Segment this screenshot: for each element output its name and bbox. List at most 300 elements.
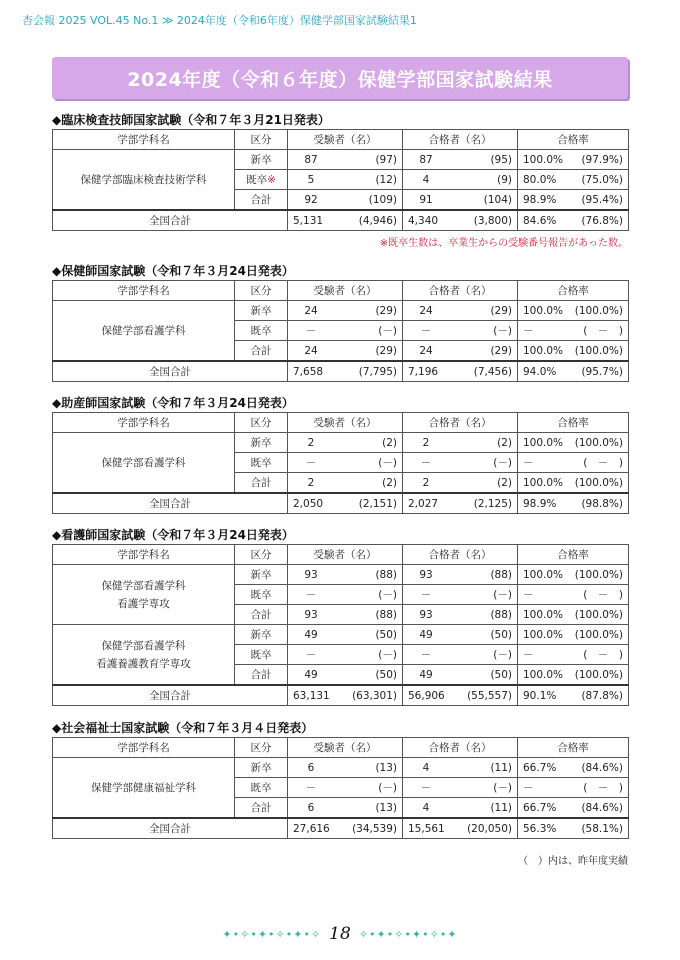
passers-value: 7,196 bbox=[408, 365, 439, 378]
table-header-row bbox=[53, 545, 629, 565]
examinees-prev: (97) bbox=[375, 153, 397, 166]
examinees-value: 5 bbox=[307, 173, 315, 186]
table-header-row bbox=[53, 281, 629, 301]
exam-title: ◆臨床検査技師国家試験（令和７年３月21日発表） bbox=[52, 113, 330, 127]
passers-prev: (88) bbox=[490, 568, 512, 581]
rate-prev: (75.0%) bbox=[581, 173, 623, 186]
rate-prev: (95.4%) bbox=[581, 193, 623, 206]
examinees-value: 2 bbox=[307, 476, 315, 489]
passers-cell bbox=[403, 645, 518, 665]
passers-value: 56,906 bbox=[408, 689, 445, 702]
kubun-label: 合計 bbox=[250, 194, 272, 206]
rate-prev: ( － ) bbox=[583, 782, 623, 794]
examinees-value: 49 bbox=[304, 628, 318, 641]
examinees-prev: (63,301) bbox=[352, 689, 397, 702]
passers-prev: (－) bbox=[493, 325, 512, 337]
rate-value: － bbox=[523, 649, 534, 661]
examinees-prev: (2,151) bbox=[358, 497, 397, 510]
passers-cell bbox=[403, 150, 518, 170]
passers-cell bbox=[403, 473, 518, 494]
kubun-label: 新卒 bbox=[250, 305, 272, 317]
passers-value: 4 bbox=[422, 761, 430, 774]
col-header-rate: 合格率 bbox=[518, 281, 629, 301]
col-header-examinees: 受験者（名） bbox=[288, 545, 403, 565]
examinees-cell bbox=[288, 210, 403, 231]
col-header-examinees: 受験者（名） bbox=[288, 738, 403, 758]
col-header-rate: 合格率 bbox=[518, 738, 629, 758]
rate-value: 90.1% bbox=[523, 689, 557, 702]
results-table bbox=[52, 737, 629, 839]
passers-value: － bbox=[420, 649, 432, 661]
col-header-passers: 合格者（名） bbox=[403, 281, 518, 301]
table-row bbox=[53, 301, 629, 321]
passers-prev: (50) bbox=[490, 628, 512, 641]
passers-value: 87 bbox=[419, 153, 433, 166]
kubun-label: 新卒 bbox=[250, 762, 272, 774]
examinees-cell bbox=[288, 585, 403, 605]
passers-cell bbox=[403, 778, 518, 798]
examinees-value: － bbox=[305, 457, 317, 469]
passers-value: 49 bbox=[419, 628, 433, 641]
kubun-cell bbox=[235, 758, 288, 778]
dept-cell bbox=[53, 625, 235, 686]
examinees-value: 63,131 bbox=[293, 689, 330, 702]
rate-value: 100.0% bbox=[523, 153, 564, 166]
examinees-cell bbox=[288, 778, 403, 798]
total-label: 全国合計 bbox=[53, 818, 288, 839]
rate-cell bbox=[518, 493, 629, 514]
rate-cell bbox=[518, 170, 629, 190]
passers-value: － bbox=[420, 457, 432, 469]
rate-value: 98.9% bbox=[523, 193, 557, 206]
rate-prev: (84.6%) bbox=[581, 761, 623, 774]
examinees-cell bbox=[288, 645, 403, 665]
rate-value: 100.0% bbox=[523, 608, 564, 621]
examinees-cell bbox=[288, 301, 403, 321]
dept-name-line: 保健学部健康福祉学科 bbox=[91, 781, 196, 794]
col-header-dept: 学部学科名 bbox=[53, 545, 235, 565]
results-table bbox=[52, 544, 629, 706]
page-footer bbox=[0, 924, 680, 944]
examinees-value: 92 bbox=[304, 193, 318, 206]
rate-value: － bbox=[523, 325, 534, 337]
examinees-value: 93 bbox=[304, 608, 318, 621]
rate-prev: (76.8%) bbox=[581, 214, 623, 227]
dept-cell bbox=[53, 433, 235, 494]
rate-cell bbox=[518, 301, 629, 321]
examinees-prev: (7,795) bbox=[358, 365, 397, 378]
kubun-label: 既卒 bbox=[250, 649, 272, 661]
col-header-dept: 学部学科名 bbox=[53, 281, 235, 301]
examinees-cell bbox=[288, 453, 403, 473]
passers-prev: (－) bbox=[493, 589, 512, 601]
rate-prev: (100.0%) bbox=[574, 608, 623, 621]
examinees-value: 6 bbox=[307, 801, 315, 814]
passers-value: 4,340 bbox=[408, 214, 439, 227]
examinees-prev: (34,539) bbox=[352, 822, 397, 835]
passers-value: － bbox=[420, 325, 432, 337]
examinees-prev: (－) bbox=[378, 457, 397, 469]
examinees-cell bbox=[288, 473, 403, 494]
col-header-dept: 学部学科名 bbox=[53, 738, 235, 758]
kubun-label: 合計 bbox=[250, 802, 272, 814]
total-label: 全国合計 bbox=[53, 493, 288, 514]
passers-prev: (11) bbox=[490, 801, 512, 814]
rate-prev: ( － ) bbox=[583, 457, 623, 469]
rate-value: 100.0% bbox=[523, 344, 564, 357]
examinees-prev: (4,946) bbox=[358, 214, 397, 227]
dept-cell bbox=[53, 301, 235, 362]
dept-cell bbox=[53, 150, 235, 211]
col-header-passers: 合格者（名） bbox=[403, 738, 518, 758]
examinees-cell bbox=[288, 665, 403, 686]
examinees-prev: (－) bbox=[378, 782, 397, 794]
examinees-prev: (13) bbox=[375, 761, 397, 774]
rate-prev: (84.6%) bbox=[581, 801, 623, 814]
table-row bbox=[53, 758, 629, 778]
col-header-examinees: 受験者（名） bbox=[288, 413, 403, 433]
rate-value: 84.6% bbox=[523, 214, 557, 227]
examinees-prev: (－) bbox=[378, 589, 397, 601]
examinees-value: 24 bbox=[304, 344, 318, 357]
col-header-rate: 合格率 bbox=[518, 545, 629, 565]
rate-value: 80.0% bbox=[523, 173, 557, 186]
results-table bbox=[52, 280, 629, 382]
examinees-cell bbox=[288, 341, 403, 362]
examinees-prev: (88) bbox=[375, 608, 397, 621]
passers-prev: (3,800) bbox=[473, 214, 512, 227]
kubun-cell bbox=[235, 341, 288, 362]
kubun-label: 既卒 bbox=[246, 174, 268, 186]
examinees-value: － bbox=[305, 782, 317, 794]
rate-cell bbox=[518, 341, 629, 362]
examinees-prev: (－) bbox=[378, 325, 397, 337]
rate-prev: (100.0%) bbox=[574, 568, 623, 581]
results-table bbox=[52, 129, 629, 231]
examinees-value: 2 bbox=[307, 436, 315, 449]
rate-prev: (87.8%) bbox=[581, 689, 623, 702]
passers-value: 4 bbox=[422, 801, 430, 814]
passers-prev: (7,456) bbox=[473, 365, 512, 378]
examinees-prev: (109) bbox=[368, 193, 397, 206]
kubun-cell bbox=[235, 190, 288, 211]
passers-cell bbox=[403, 798, 518, 819]
rate-prev: (100.0%) bbox=[574, 628, 623, 641]
rate-value: － bbox=[523, 782, 534, 794]
exam-title: ◆看護師国家試験（令和７年３月24日発表） bbox=[52, 528, 294, 542]
rate-value: 100.0% bbox=[523, 668, 564, 681]
rate-value: 66.7% bbox=[523, 801, 557, 814]
passers-cell bbox=[403, 190, 518, 211]
passers-cell bbox=[403, 625, 518, 645]
kubun-cell bbox=[235, 665, 288, 686]
kubun-label: 既卒 bbox=[250, 589, 272, 601]
passers-prev: (104) bbox=[483, 193, 512, 206]
examinees-prev: (88) bbox=[375, 568, 397, 581]
kubun-label: 既卒 bbox=[250, 457, 272, 469]
examinees-prev: (－) bbox=[378, 649, 397, 661]
rate-cell bbox=[518, 565, 629, 585]
examinees-value: 87 bbox=[304, 153, 318, 166]
examinees-prev: (29) bbox=[375, 304, 397, 317]
passers-value: 24 bbox=[419, 304, 433, 317]
passers-prev: (2) bbox=[497, 436, 512, 449]
rate-cell bbox=[518, 625, 629, 645]
rate-value: 100.0% bbox=[523, 304, 564, 317]
rate-value: 100.0% bbox=[523, 568, 564, 581]
kubun-cell bbox=[235, 605, 288, 625]
passers-value: 2 bbox=[422, 436, 430, 449]
passers-prev: (2,125) bbox=[473, 497, 512, 510]
passers-value: 91 bbox=[419, 193, 433, 206]
rate-prev: ( － ) bbox=[583, 325, 623, 337]
rate-prev: (100.0%) bbox=[574, 476, 623, 489]
rate-cell bbox=[518, 433, 629, 453]
national-total-row bbox=[53, 493, 629, 514]
kubun-label: 合計 bbox=[250, 477, 272, 489]
dept-name-line: 保健学部看護学科 bbox=[101, 639, 186, 652]
kubun-label: 既卒 bbox=[250, 782, 272, 794]
col-header-passers: 合格者（名） bbox=[403, 413, 518, 433]
rate-cell bbox=[518, 361, 629, 382]
passers-prev: (－) bbox=[493, 457, 512, 469]
passers-value: － bbox=[420, 589, 432, 601]
examinees-cell bbox=[288, 565, 403, 585]
passers-cell bbox=[403, 605, 518, 625]
examinees-prev: (13) bbox=[375, 801, 397, 814]
examinees-cell bbox=[288, 798, 403, 819]
ornament-left-icon: ✦•✧•✦•✧•✦•✧ bbox=[222, 927, 322, 941]
passers-cell bbox=[403, 685, 518, 706]
kubun-label: 合計 bbox=[250, 669, 272, 681]
examinees-prev: (2) bbox=[382, 436, 397, 449]
col-header-examinees: 受験者（名） bbox=[288, 281, 403, 301]
passers-value: 2,027 bbox=[408, 497, 439, 510]
passers-cell bbox=[403, 453, 518, 473]
examinees-cell bbox=[288, 190, 403, 211]
page-title-banner bbox=[52, 57, 628, 99]
col-header-kubun: 区分 bbox=[235, 738, 288, 758]
passers-prev: (55,557) bbox=[467, 689, 512, 702]
examinees-prev: (29) bbox=[375, 344, 397, 357]
passers-prev: (88) bbox=[490, 608, 512, 621]
passers-prev: (9) bbox=[497, 173, 512, 186]
rate-cell bbox=[518, 210, 629, 231]
rate-prev: (58.1%) bbox=[581, 822, 623, 835]
passers-value: － bbox=[420, 782, 432, 794]
kubun-cell bbox=[235, 150, 288, 170]
dept-cell bbox=[53, 565, 235, 625]
passers-prev: (50) bbox=[490, 668, 512, 681]
passers-prev: (2) bbox=[497, 476, 512, 489]
passers-prev: (29) bbox=[490, 304, 512, 317]
passers-prev: (20,050) bbox=[467, 822, 512, 835]
examinees-prev: (12) bbox=[375, 173, 397, 186]
exam-section bbox=[52, 263, 628, 382]
exam-section bbox=[52, 112, 628, 249]
dept-name-line: 保健学部看護学科 bbox=[101, 324, 186, 337]
national-total-row bbox=[53, 685, 629, 706]
rate-prev: (100.0%) bbox=[574, 344, 623, 357]
kubun-cell bbox=[235, 585, 288, 605]
passers-value: 49 bbox=[419, 668, 433, 681]
rate-cell bbox=[518, 685, 629, 706]
rate-cell bbox=[518, 453, 629, 473]
examinees-cell bbox=[288, 758, 403, 778]
passers-cell bbox=[403, 758, 518, 778]
passers-value: 24 bbox=[419, 344, 433, 357]
passers-cell bbox=[403, 301, 518, 321]
rate-cell bbox=[518, 473, 629, 494]
rate-value: － bbox=[523, 457, 534, 469]
table-header-row bbox=[53, 130, 629, 150]
passers-prev: (29) bbox=[490, 344, 512, 357]
examinees-value: 2,050 bbox=[293, 497, 324, 510]
kubun-cell bbox=[235, 625, 288, 645]
examinees-cell bbox=[288, 493, 403, 514]
rate-prev: ( － ) bbox=[583, 589, 623, 601]
dept-name-line: 保健学部臨床検査技術学科 bbox=[80, 173, 207, 186]
rate-cell bbox=[518, 818, 629, 839]
col-header-kubun: 区分 bbox=[235, 130, 288, 150]
exam-title: ◆助産師国家試験（令和７年３月24日発表） bbox=[52, 396, 294, 410]
examinees-value: 24 bbox=[304, 304, 318, 317]
examinees-value: 7,658 bbox=[293, 365, 324, 378]
page-title: 2024年度（令和６年度）保健学部国家試験結果 bbox=[127, 68, 553, 91]
passers-cell bbox=[403, 170, 518, 190]
rate-value: 100.0% bbox=[523, 628, 564, 641]
rate-value: 100.0% bbox=[523, 436, 564, 449]
national-total-row bbox=[53, 210, 629, 231]
exam-section bbox=[52, 527, 628, 706]
examinees-cell bbox=[288, 685, 403, 706]
rate-cell bbox=[518, 778, 629, 798]
rate-prev: (100.0%) bbox=[574, 668, 623, 681]
kubun-cell bbox=[235, 433, 288, 453]
section-note: ※既卒生数は、卒業生からの受験番号報告があった数。 bbox=[379, 238, 628, 249]
kubun-label: 新卒 bbox=[250, 569, 272, 581]
kubun-cell bbox=[235, 453, 288, 473]
col-header-passers: 合格者（名） bbox=[403, 130, 518, 150]
examinees-value: 49 bbox=[304, 668, 318, 681]
ornament-right-icon: ✧•✦•✧•✦•✧•✦ bbox=[358, 927, 458, 941]
rate-prev: (98.8%) bbox=[581, 497, 623, 510]
rate-value: 94.0% bbox=[523, 365, 557, 378]
examinees-value: 93 bbox=[304, 568, 318, 581]
examinees-prev: (2) bbox=[382, 476, 397, 489]
rate-value: 100.0% bbox=[523, 476, 564, 489]
passers-prev: (－) bbox=[493, 649, 512, 661]
kubun-cell bbox=[235, 798, 288, 819]
passers-prev: (11) bbox=[490, 761, 512, 774]
examinees-cell bbox=[288, 605, 403, 625]
examinees-prev: (50) bbox=[375, 668, 397, 681]
rate-cell bbox=[518, 321, 629, 341]
passers-cell bbox=[403, 433, 518, 453]
passers-cell bbox=[403, 361, 518, 382]
col-header-dept: 学部学科名 bbox=[53, 130, 235, 150]
national-total-row bbox=[53, 361, 629, 382]
col-header-rate: 合格率 bbox=[518, 130, 629, 150]
rate-cell bbox=[518, 585, 629, 605]
kubun-cell bbox=[235, 645, 288, 665]
rate-cell bbox=[518, 190, 629, 211]
passers-value: 15,561 bbox=[408, 822, 445, 835]
examinees-cell bbox=[288, 361, 403, 382]
rate-value: 66.7% bbox=[523, 761, 557, 774]
col-header-kubun: 区分 bbox=[235, 545, 288, 565]
passers-value: 93 bbox=[419, 608, 433, 621]
passers-value: 93 bbox=[419, 568, 433, 581]
kubun-label: 新卒 bbox=[250, 629, 272, 641]
passers-cell bbox=[403, 493, 518, 514]
passers-cell bbox=[403, 321, 518, 341]
total-label: 全国合計 bbox=[53, 210, 288, 231]
passers-prev: (95) bbox=[490, 153, 512, 166]
rate-cell bbox=[518, 665, 629, 686]
kubun-label: 新卒 bbox=[250, 437, 272, 449]
kubun-cell bbox=[235, 301, 288, 321]
passers-cell bbox=[403, 210, 518, 231]
note-mark: ※ bbox=[267, 174, 276, 186]
rate-value: 56.3% bbox=[523, 822, 557, 835]
examinees-value: 6 bbox=[307, 761, 315, 774]
table-row bbox=[53, 433, 629, 453]
rate-prev: (100.0%) bbox=[574, 436, 623, 449]
rate-value: 98.9% bbox=[523, 497, 557, 510]
passers-value: 4 bbox=[422, 173, 430, 186]
kubun-label: 合計 bbox=[250, 609, 272, 621]
kubun-cell bbox=[235, 321, 288, 341]
dept-name-line: 看護学専攻 bbox=[117, 597, 170, 610]
rate-value: － bbox=[523, 589, 534, 601]
examinees-value: － bbox=[305, 589, 317, 601]
examinees-value: 27,616 bbox=[293, 822, 330, 835]
running-header: 杏会報 2025 VOL.45 No.1 ≫ 2024年度（令和6年度）保健学部国家試験結果1 bbox=[22, 14, 417, 27]
exam-title: ◆保健師国家試験（令和７年３月24日発表） bbox=[52, 264, 294, 278]
dept-name-line: 保健学部看護学科 bbox=[101, 456, 186, 469]
passers-cell bbox=[403, 341, 518, 362]
table-header-row bbox=[53, 738, 629, 758]
rate-prev: ( － ) bbox=[583, 649, 623, 661]
results-table bbox=[52, 412, 629, 514]
passers-cell bbox=[403, 565, 518, 585]
rate-prev: (95.7%) bbox=[581, 365, 623, 378]
total-label: 全国合計 bbox=[53, 361, 288, 382]
table-header-row bbox=[53, 413, 629, 433]
examinees-prev: (50) bbox=[375, 628, 397, 641]
table-row bbox=[53, 565, 629, 585]
exam-section bbox=[52, 395, 628, 514]
kubun-cell bbox=[235, 778, 288, 798]
footnote: （ ）内は、昨年度実績 bbox=[518, 856, 628, 867]
exam-section bbox=[52, 720, 628, 839]
dept-name-line: 看護養護教育学専攻 bbox=[96, 657, 191, 670]
kubun-label: 既卒 bbox=[250, 325, 272, 337]
passers-cell bbox=[403, 585, 518, 605]
rate-cell bbox=[518, 645, 629, 665]
exam-title: ◆社会福祉士国家試験（令和７年３月４日発表） bbox=[52, 721, 314, 735]
kubun-cell bbox=[235, 565, 288, 585]
kubun-label: 合計 bbox=[250, 345, 272, 357]
col-header-rate: 合格率 bbox=[518, 413, 629, 433]
total-label: 全国合計 bbox=[53, 685, 288, 706]
rate-cell bbox=[518, 758, 629, 778]
rate-cell bbox=[518, 150, 629, 170]
passers-cell bbox=[403, 818, 518, 839]
kubun-cell bbox=[235, 473, 288, 494]
examinees-cell bbox=[288, 150, 403, 170]
